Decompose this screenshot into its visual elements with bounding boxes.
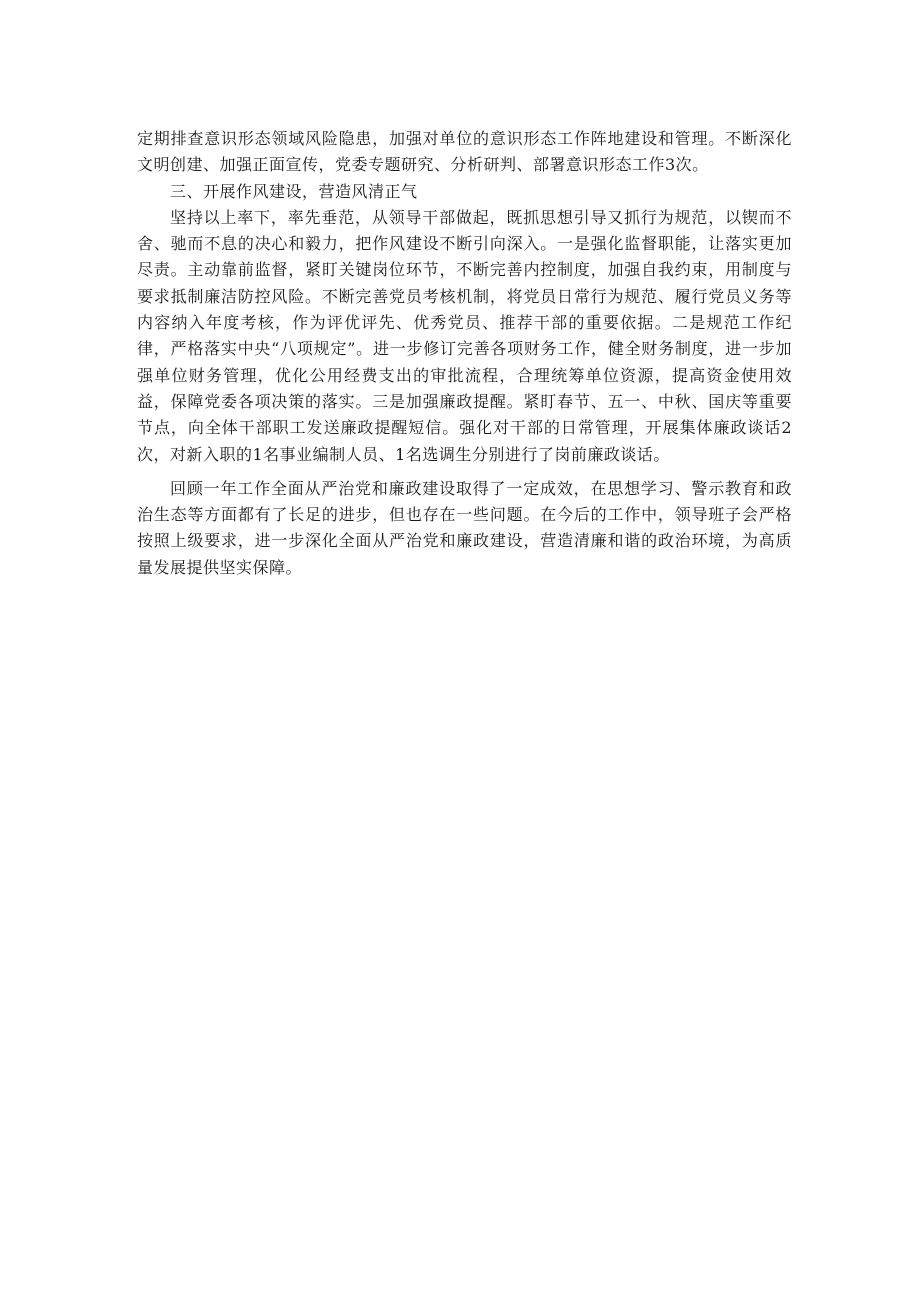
section-heading-style-building: 三、开展作风建设，营造风清正气 (170, 181, 418, 201)
paragraph-review: 回顾一年工作全面从严治党和廉政建设取得了一定成效，在思想学习、警示教育和政治生态等方面都有了长足的进步，但也存在一些问题。在今后的工作中，领导班子会严格按照上级要求，进一步深化全面从严治党和廉政建设，营造清廉和谐的政治环境，为高质量发展提供坚实保障。 (137, 478, 792, 577)
paragraph-ideology: 定期排查意识形态领域风险隐患，加强对单位的意识形态工作阵地建设和管理。不断深化文明创建、加强正面宣传，党委专题研究、分析研判、部署意识形态工作3次。 (137, 129, 792, 175)
document-page (137, 126, 792, 581)
paragraph-style-building: 坚持以上率下，率先垂范，从领导干部做起，既抓思想引导又抓行为规范，以锲而不舍、驰而不息的决心和毅力，把作风建设不断引向深入。一是强化监督职能，让落实更加尽责。主动靠前监督，紧盯关键岗位环节，不断完善内控制度，加强自我约束，用制度与要求抵制廉洁防控风险。不断完善党员考核机制，将党员日常行为规范、履行党员义务等内容纳入年度考核，作为评优评先、优秀党员、推荐干部的重要依据。二是规范工作纪律，严格落实中央“八项规定”。进一步修订完善各项财务工作，健全财务制度，进一步加强单位财务管理，优化公用经费支出的审批流程，合理统筹单位资源，提高资金使用效益，保障党委各项决策的落实。三是加强廉政提醒。紧盯春节、五一、中秋、国庆等重要节点，向全体干部职工发送廉政提醒短信。强化对干部的日常管理，开展集体廉政谈话2次，对新入职的1名事业编制人员、1名选调生分别进行了岗前廉政谈话。 (137, 207, 792, 464)
